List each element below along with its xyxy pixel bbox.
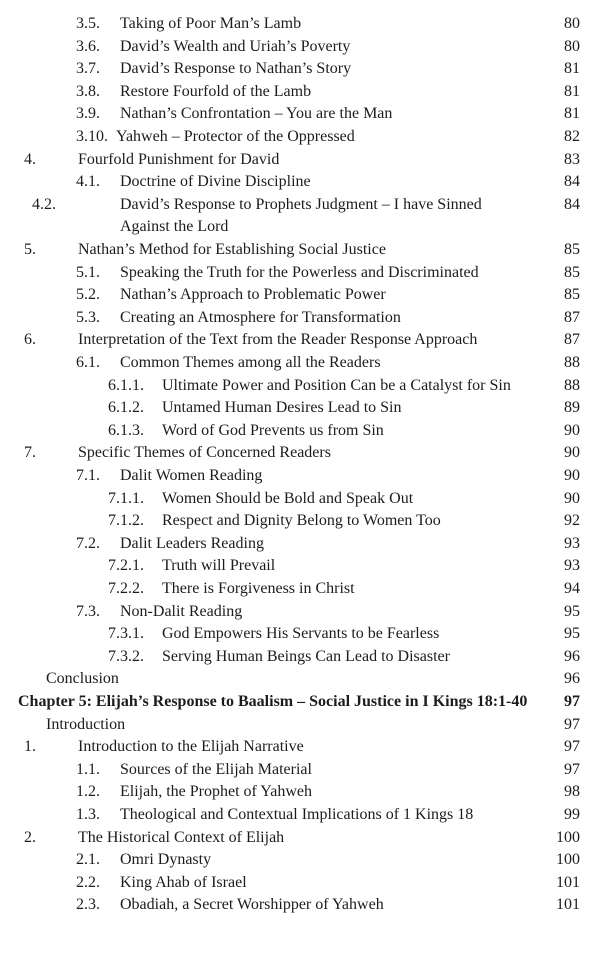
toc-number: 7.3. xyxy=(76,602,100,620)
toc-number: 1.2. xyxy=(76,783,100,801)
toc-number: 3.10. xyxy=(76,128,108,145)
toc-number: 7.3.1. xyxy=(108,625,144,643)
toc-number: 7.1.2. xyxy=(108,512,144,530)
toc-title: Chapter 5: Elijah’s Response to Baalism – Social Justice in I Kings 18:1-40 xyxy=(18,693,528,710)
toc-entry xyxy=(76,58,580,81)
toc-entry xyxy=(46,714,580,737)
toc-page-number: 84 xyxy=(564,173,580,191)
toc-entry xyxy=(76,781,580,804)
toc-number: 5. xyxy=(24,241,36,258)
toc-page-number: 95 xyxy=(564,602,580,620)
toc-entry xyxy=(76,804,580,827)
toc-title: Dalit Leaders Reading xyxy=(120,534,264,552)
toc-number: 1. xyxy=(24,738,36,756)
toc-chapter-entry xyxy=(18,691,580,714)
toc-entry xyxy=(76,126,580,149)
toc-title: The Historical Context of Elijah xyxy=(78,828,285,846)
toc-title: Theological and Contextual Implications of 1 Kings 18 xyxy=(120,806,474,823)
toc-entry xyxy=(76,533,580,556)
toc-page-number: 85 xyxy=(564,286,580,304)
toc-entry xyxy=(76,171,580,194)
toc-title: Word of God Prevents us from Sin xyxy=(162,421,384,439)
toc-entry xyxy=(108,420,580,443)
toc-page-number: 95 xyxy=(564,625,580,643)
toc-title: Common Themes among all the Readers xyxy=(120,354,381,371)
toc-number: 7. xyxy=(24,444,36,462)
toc-number: 7.1.1. xyxy=(108,489,144,507)
toc-page-number: 90 xyxy=(564,444,580,462)
toc-number: 6. xyxy=(24,331,36,349)
toc-title: Doctrine of Divine Discipline xyxy=(120,173,311,191)
toc-page-number: 88 xyxy=(564,354,580,371)
toc-number: 4.1. xyxy=(76,173,100,191)
toc-page-number: 99 xyxy=(564,806,580,823)
toc-entry xyxy=(108,375,580,398)
toc-title: Nathan’s Method for Establishing Social Justice xyxy=(78,241,386,258)
toc-number: 7.3.2. xyxy=(108,647,144,665)
toc-page-number: 93 xyxy=(564,534,580,552)
toc-title: Women Should be Bold and Speak Out xyxy=(162,489,414,507)
toc-number: 5.1. xyxy=(76,263,100,281)
toc-entry xyxy=(76,284,580,307)
toc-page-number: 85 xyxy=(564,241,580,258)
toc-entry xyxy=(76,36,580,59)
toc-page-number: 97 xyxy=(564,760,580,778)
toc-number: 3.8. xyxy=(76,82,100,100)
toc-page-number: 97 xyxy=(564,693,580,710)
toc-entry xyxy=(24,329,580,352)
toc-number: 1.3. xyxy=(76,806,100,823)
toc-page-number: 82 xyxy=(564,128,580,145)
toc-title: Untamed Human Desires Lead to Sin xyxy=(162,399,402,417)
toc-title: Restore Fourfold of the Lamb xyxy=(120,82,312,100)
toc-number: 3.5. xyxy=(76,15,100,32)
toc-entry xyxy=(76,465,580,488)
toc-title: Truth will Prevail xyxy=(162,557,276,575)
toc-page-number: 87 xyxy=(564,331,580,349)
toc-entry xyxy=(108,646,580,669)
toc-entry xyxy=(76,759,580,782)
toc-entry xyxy=(76,81,580,104)
toc-title: God Empowers His Servants to be Fearless xyxy=(162,625,440,643)
toc-number: 5.3. xyxy=(76,308,100,326)
toc-page-number: 80 xyxy=(564,15,580,32)
toc-entry xyxy=(76,601,580,624)
toc-title: Taking of Poor Man’s Lamb xyxy=(120,15,302,32)
toc-page-number: 96 xyxy=(564,670,580,688)
toc-entry xyxy=(108,578,580,601)
toc-title: Nathan’s Approach to Problematic Power xyxy=(120,286,386,304)
toc-title: Creating an Atmosphere for Transformation xyxy=(120,308,401,326)
toc-number: 2. xyxy=(24,828,36,846)
toc-number: 5.2. xyxy=(76,286,100,304)
toc-entry xyxy=(76,103,580,126)
toc-title: There is Forgiveness in Christ xyxy=(162,580,355,597)
toc-page-number: 97 xyxy=(564,715,580,733)
toc-page-number: 89 xyxy=(564,399,580,417)
toc-entry xyxy=(76,13,580,36)
toc-entry xyxy=(108,488,580,511)
toc-page-number: 101 xyxy=(556,896,580,914)
toc-page-number: 97 xyxy=(564,738,580,756)
toc-number: 2.3. xyxy=(76,896,100,914)
toc-number: 1.1. xyxy=(76,760,100,778)
toc-entry xyxy=(24,736,580,759)
toc-entry xyxy=(76,307,580,330)
toc-number: 4.2. xyxy=(32,195,56,213)
toc-entry xyxy=(24,827,580,850)
toc-entry xyxy=(24,149,580,172)
toc-page-number: 92 xyxy=(564,512,580,530)
toc-title: Conclusion xyxy=(46,670,119,688)
toc-page-number: 94 xyxy=(564,580,580,597)
toc-number: 6.1.2. xyxy=(108,399,144,417)
toc-page-number: 90 xyxy=(564,467,580,484)
toc-number: 3.7. xyxy=(76,60,100,78)
toc-page-number: 83 xyxy=(564,150,580,168)
toc-entry xyxy=(24,442,580,465)
toc-number: 7.2.1. xyxy=(108,557,144,575)
toc-title: David’s Wealth and Uriah’s Poverty xyxy=(120,37,351,55)
toc-page-number: 90 xyxy=(564,421,580,439)
toc-page-number: 84 xyxy=(564,195,580,213)
toc-page-number: 88 xyxy=(564,376,580,394)
toc-page-number: 100 xyxy=(556,851,580,869)
toc-page-number: 81 xyxy=(564,82,580,100)
toc-number: 4. xyxy=(24,150,36,168)
toc-title: Speaking the Truth for the Powerless and Discriminated xyxy=(120,263,479,281)
toc-number: 6.1. xyxy=(76,354,100,371)
toc-title: Dalit Women Reading xyxy=(120,467,263,484)
toc-page-number: 81 xyxy=(564,60,580,78)
toc-number: 2.1. xyxy=(76,851,100,869)
toc-title: Fourfold Punishment for David xyxy=(78,150,280,168)
toc-title: King Ahab of Israel xyxy=(120,873,247,891)
toc-number: 6.1.1. xyxy=(108,376,144,394)
toc-entry xyxy=(24,239,580,262)
toc-entry xyxy=(108,510,580,533)
toc-page-number: 85 xyxy=(564,263,580,281)
toc-entry xyxy=(76,872,580,895)
toc-number: 7.2.2. xyxy=(108,580,144,597)
toc-title: David’s Response to Nathan’s Story xyxy=(120,60,352,78)
toc-entry xyxy=(108,555,580,578)
toc-title: Specific Themes of Concerned Readers xyxy=(78,444,331,462)
toc-entry xyxy=(32,194,580,239)
toc-page-number: 98 xyxy=(564,783,580,801)
toc-entry xyxy=(108,623,580,646)
toc-page-number: 90 xyxy=(564,489,580,507)
toc-title: Omri Dynasty xyxy=(120,851,212,869)
toc-number: 3.6. xyxy=(76,37,100,55)
toc-entry xyxy=(76,894,580,917)
toc-entry xyxy=(76,262,580,285)
toc-page-number: 93 xyxy=(564,557,580,575)
toc-page-number: 101 xyxy=(556,873,580,891)
toc-number: 6.1.3. xyxy=(108,421,144,439)
toc-title: Obadiah, a Secret Worshipper of Yahweh xyxy=(120,896,384,914)
toc-page-number: 80 xyxy=(564,37,580,55)
toc-entry xyxy=(76,849,580,872)
toc-title: Nathan’s Confrontation – You are the Man xyxy=(120,105,393,123)
toc-title: Elijah, the Prophet of Yahweh xyxy=(120,783,312,801)
toc-title: Introduction to the Elijah Narrative xyxy=(78,738,304,756)
toc-title: Sources of the Elijah Material xyxy=(120,760,312,778)
toc-title: Serving Human Beings Can Lead to Disaster xyxy=(162,647,450,665)
toc-entry xyxy=(108,397,580,420)
toc-page-number: 96 xyxy=(564,647,580,665)
toc-entry xyxy=(76,352,580,375)
toc-title: David’s Response to Prophets Judgment – I have Sinned Against the Lord xyxy=(120,195,482,235)
toc-entry xyxy=(46,668,580,691)
toc-page-number: 100 xyxy=(556,828,580,846)
toc-number: 3.9. xyxy=(76,105,100,123)
toc-title: Non-Dalit Reading xyxy=(120,602,243,620)
toc-page-number: 81 xyxy=(564,105,580,123)
toc-number: 7.1. xyxy=(76,467,100,484)
toc-page-number: 87 xyxy=(564,308,580,326)
toc-title: Ultimate Power and Position Can be a Catalyst for Sin xyxy=(162,376,511,394)
toc-title: Respect and Dignity Belong to Women Too xyxy=(162,512,441,530)
toc-number: 7.2. xyxy=(76,534,100,552)
toc-title: Introduction xyxy=(46,715,126,733)
toc-number: 2.2. xyxy=(76,873,100,891)
toc-title: Interpretation of the Text from the Reader Response Approach xyxy=(78,331,478,349)
toc-title: Yahweh – Protector of the Oppressed xyxy=(116,128,355,145)
